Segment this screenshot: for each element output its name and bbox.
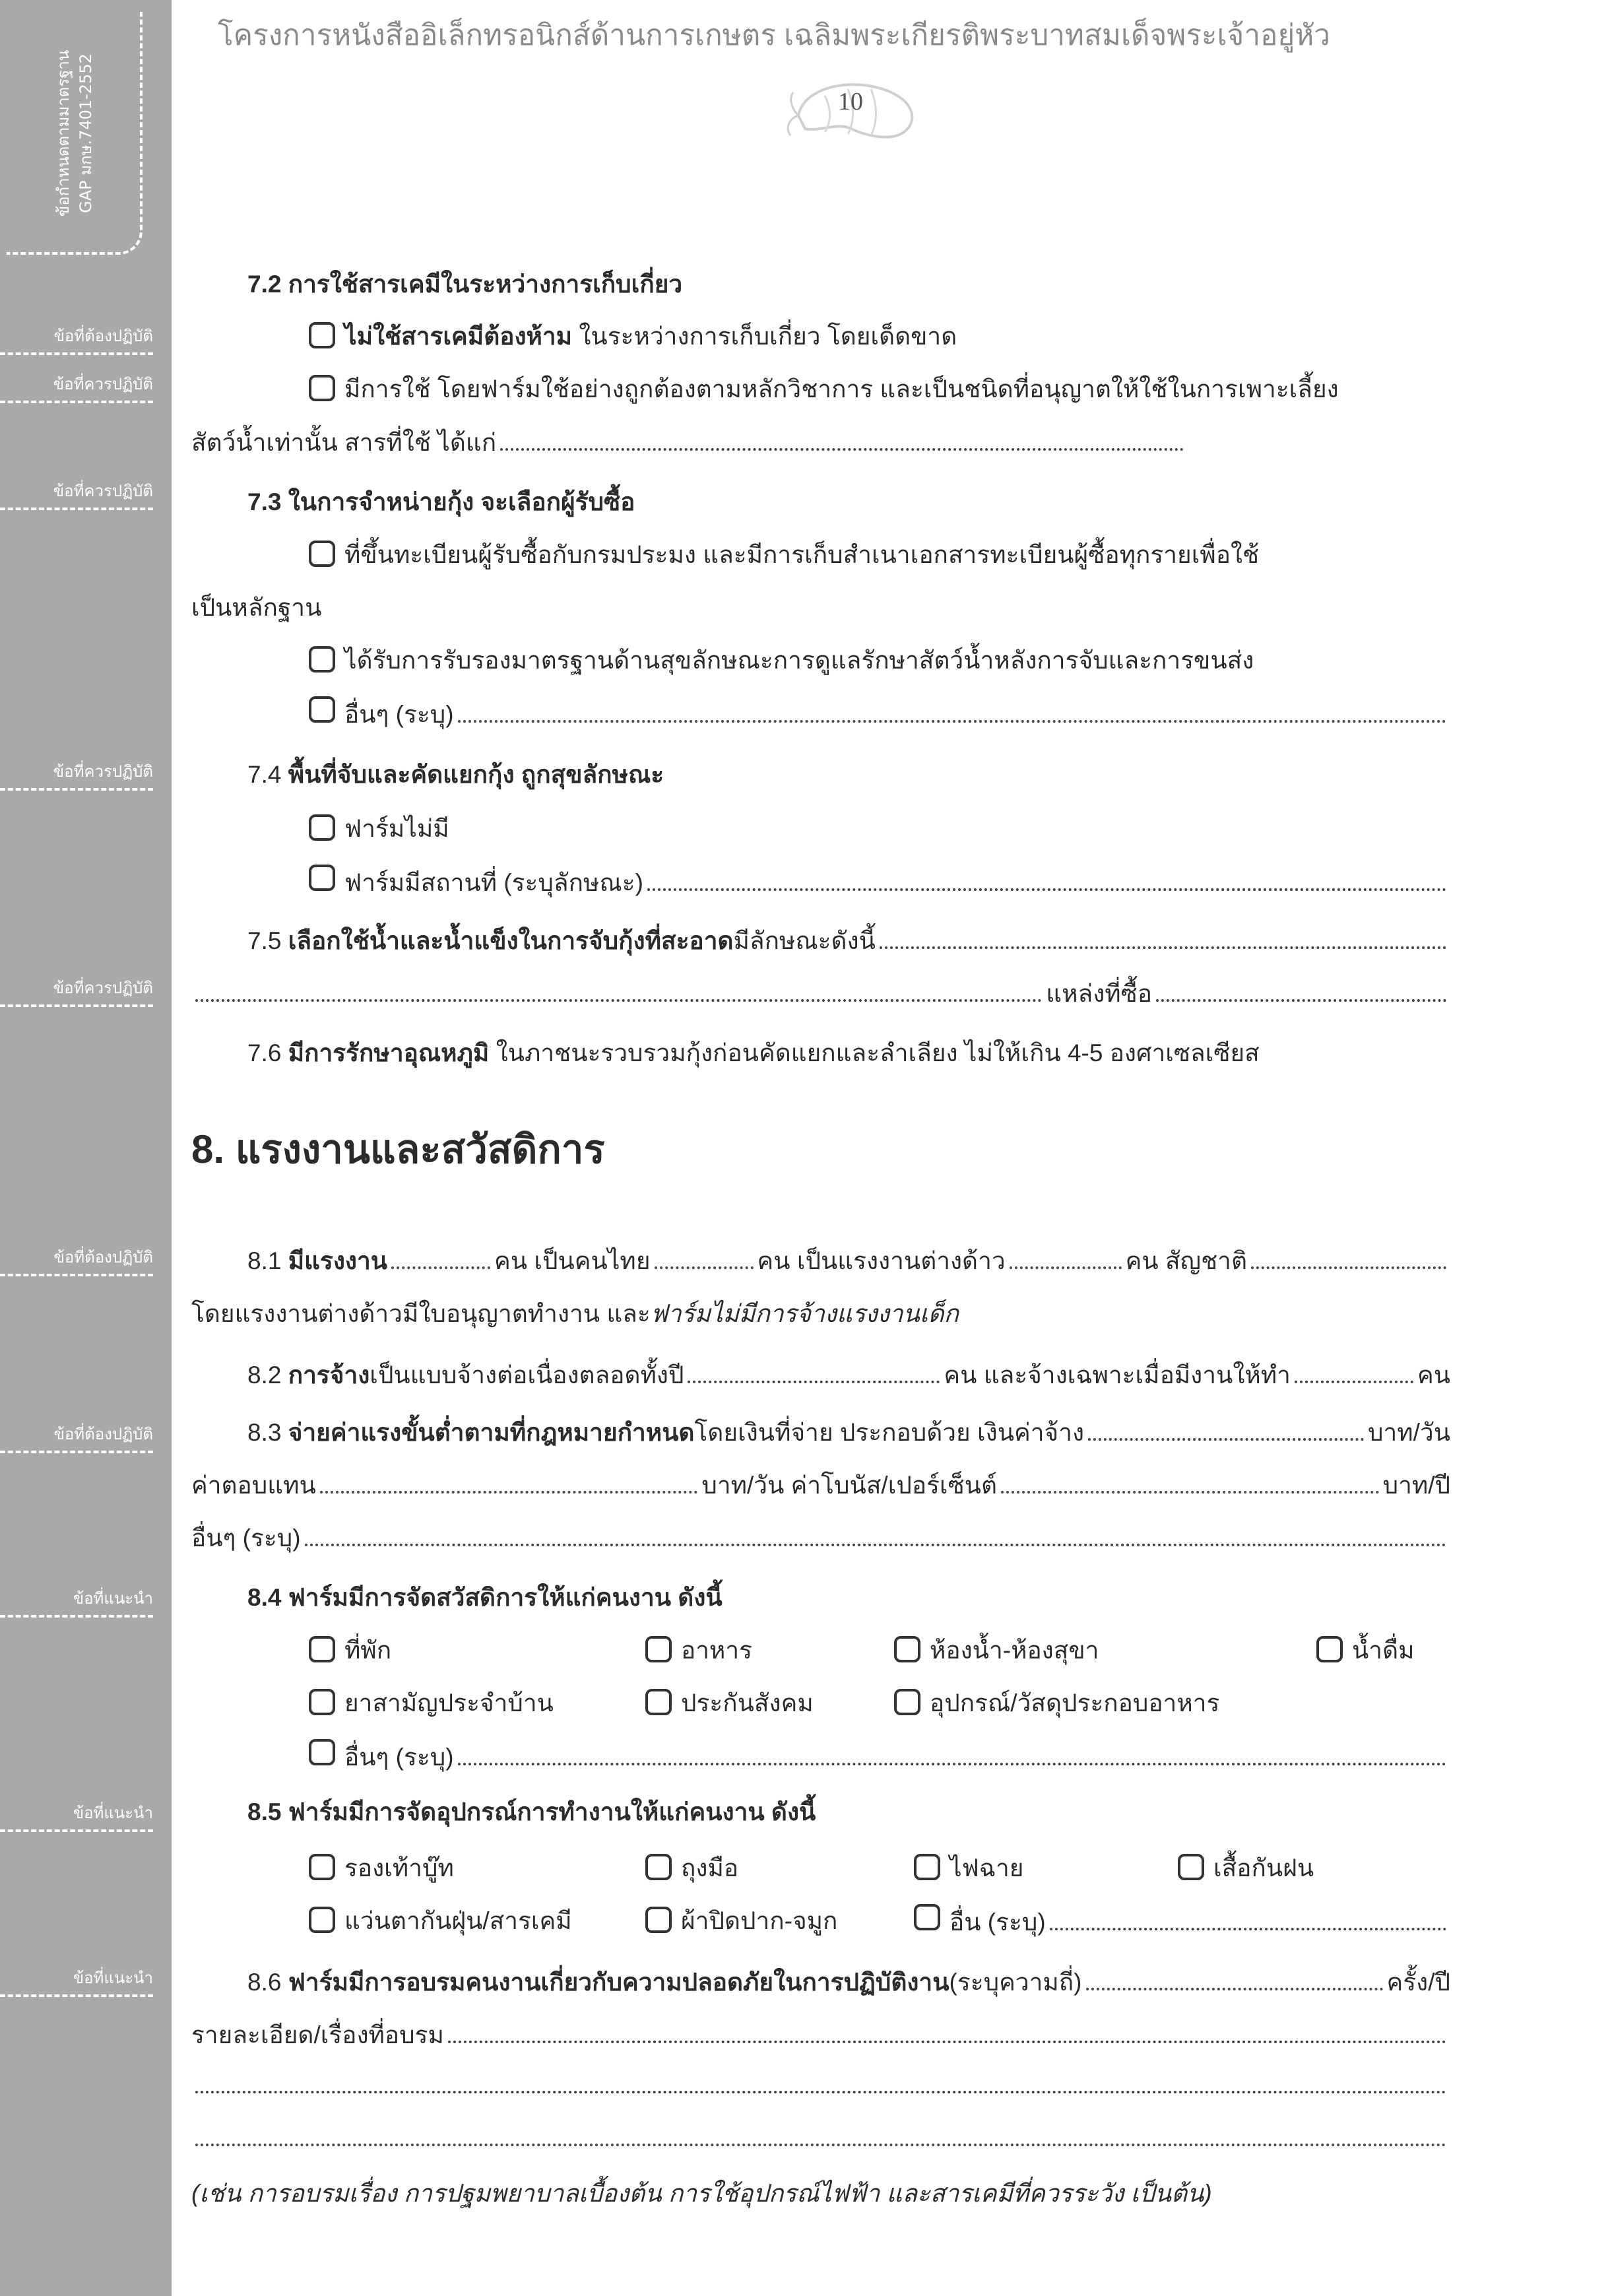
s85-item-1 <box>645 1851 738 1886</box>
header-title: โครงการหนังสืออิเล็กทรอนิกส์ด้านการเกษตร เฉลิมพระเกียรติพระบาทสมเด็จพระเจ้าอยู่หัว <box>218 19 1330 51</box>
fill-line[interactable] <box>458 700 1446 723</box>
section-7-6 <box>247 1036 1260 1070</box>
s72-opt2-cont-text: สัตว์น้ำเท่านั้น สารที่ใช้ ได้แก่ <box>191 429 497 456</box>
s85-item-5 <box>645 1904 837 1938</box>
s72-opt1-bold: ไม่ใช้สารเคมีต้องห้าม <box>344 323 573 350</box>
sidebar <box>0 0 172 2296</box>
fill-line[interactable] <box>320 1471 698 1493</box>
section-8-title: 8. แรงงานและสวัสดิการ <box>191 1127 605 1171</box>
checkbox[interactable] <box>309 1636 335 1662</box>
side-label-85: ข้อที่แนะนำ <box>0 1802 153 1832</box>
section-8-6 <box>247 1965 1450 2000</box>
s86-note: (เช่น การอบรมเรื่อง การปฐมพยาบาลเบื้องต้น การใช้อุปกรณ์ไฟฟ้า และสารเคมีที่ควรระวัง เป็นต้น) <box>191 2180 1212 2207</box>
side-label-81: ข้อที่ต้องปฏิบัติ <box>0 1246 153 1276</box>
section-8-4-title: 8.4 ฟาร์มมีการจัดสวัสดิการให้แก่คนงาน ดังนี้ <box>247 1584 723 1611</box>
side-label-83: ข้อที่ต้องปฏิบัติ <box>0 1423 153 1453</box>
s75-title-rest: มีลักษณะดังนี้ <box>733 927 876 954</box>
s74-opt2-text: ฟาร์มมีสถานที่ (ระบุลักษณะ) <box>344 869 643 896</box>
s84-item-label: ที่พัก <box>344 1637 392 1664</box>
fill-line[interactable] <box>1010 1247 1122 1269</box>
checkbox[interactable] <box>309 375 335 401</box>
s85-item-label: ไฟฉาย <box>950 1854 1024 1882</box>
fill-line[interactable] <box>195 979 1042 1002</box>
s76-title-bold: มีการรักษาอุณหภูมิ <box>288 1039 490 1066</box>
s72-opt2-text: มีการใช้ โดยฟาร์มใช้อย่างถูกต้องตามหลักวิชาการ และเป็นชนิดที่อนุญาตให้ใช้ในการเพาะเลี้ยง <box>344 376 1339 403</box>
s72-opt1-rest: ในระหว่างการเก็บเกี่ยว โดยเด็ดขาด <box>572 323 957 350</box>
section-7-4-title <box>247 758 664 792</box>
s82-t3: คน <box>1417 1361 1450 1389</box>
section-7-2-title: 7.2 การใช้สารเคมีในระหว่างการเก็บเกี่ยว <box>247 271 683 298</box>
s85-item-label: อื่น (ระบุ) <box>950 1909 1046 1936</box>
fill-line[interactable] <box>880 927 1446 949</box>
checkbox[interactable] <box>309 1689 335 1715</box>
fill-line[interactable] <box>500 428 1184 451</box>
side-label-84: ข้อที่แนะนำ <box>0 1587 153 1618</box>
standard-label <box>52 50 97 216</box>
s73-option-2 <box>309 643 1254 678</box>
s85-item-label: รองเท้าบู๊ท <box>344 1854 454 1882</box>
s74-option-2 <box>309 865 1450 900</box>
fill-line[interactable] <box>647 869 1446 891</box>
section-7-5-title <box>247 924 1450 958</box>
s84-item-0 <box>309 1633 391 1668</box>
s86-blank-2 <box>191 2124 1450 2146</box>
s84-item-6 <box>894 1686 1219 1721</box>
s84-item-label: อาหาร <box>681 1637 753 1664</box>
s84-item-5 <box>645 1686 814 1721</box>
s84-item-label: อื่นๆ (ระบุ) <box>344 1744 454 1771</box>
s85-item-2 <box>914 1851 1023 1886</box>
s84-item-label: ห้องน้ำ-ห้องสุขา <box>930 1637 1099 1664</box>
s72-option-2-cont <box>191 426 1188 460</box>
fill-line[interactable] <box>195 2124 1446 2146</box>
fill-line[interactable] <box>1251 1247 1446 1269</box>
s84-item-1 <box>645 1633 752 1668</box>
fill-line[interactable] <box>458 1743 1446 1765</box>
s81-t3: คน สัญชาติ <box>1125 1247 1247 1274</box>
checkbox[interactable] <box>645 1854 672 1880</box>
s74-opt1-text: ฟาร์มไม่มี <box>344 815 449 842</box>
s74-title-rest: ถูกสุขลักษณะ <box>514 761 664 788</box>
s82-t1: เป็นแบบจ้างต่อเนื่องตลอดทั้งปี <box>370 1361 684 1389</box>
s84-item-label: ยาสามัญประจำบ้าน <box>344 1689 554 1717</box>
checkbox[interactable] <box>914 1904 940 1930</box>
side-label-75: ข้อที่ควรปฏิบัติ <box>0 977 153 1007</box>
s86-t1: (ระบุความถี่) <box>949 1969 1082 1996</box>
checkbox[interactable] <box>309 865 335 891</box>
s76-num: 7.6 <box>247 1039 282 1066</box>
checkbox[interactable] <box>645 1907 672 1933</box>
s84-item-4 <box>309 1686 554 1721</box>
checkbox[interactable] <box>894 1636 920 1662</box>
s73-opt2-text: ได้รับการรับรองมาตรฐานด้านสุขลักษณะการดูแลรักษาสัตว์น้ำหลังการจับและการขนส่ง <box>344 647 1254 674</box>
s86-blank-1 <box>191 2071 1450 2093</box>
s73-option-1-cont: เป็นหลักฐาน <box>191 594 322 621</box>
checkbox[interactable] <box>645 1636 672 1662</box>
s74-option-1 <box>309 812 449 846</box>
s75-title-bold: เลือกใช้น้ำและน้ำแข็งในการจับกุ้งที่สะอาด <box>288 927 734 954</box>
s74-num: 7.4 <box>247 761 282 788</box>
fill-line[interactable] <box>1001 1471 1379 1493</box>
s73-option-3 <box>309 696 1450 732</box>
s85-item-4 <box>309 1904 572 1938</box>
s81-t2: คน เป็นแรงงานต่างด้าว <box>757 1247 1006 1274</box>
s83-l2a: ค่าตอบแทน <box>191 1472 316 1499</box>
s86-bold: ฟาร์มมีการอบรมคนงานเกี่ยวกับความปลอดภัยในการปฏิบัติงาน <box>288 1969 950 1996</box>
s73-opt3-text: อื่นๆ (ระบุ) <box>344 701 454 728</box>
fill-line[interactable] <box>305 1524 1446 1546</box>
checkbox[interactable] <box>309 541 335 567</box>
s86-detail-label: รายละเอียด/เรื่องที่อบรม <box>191 2021 444 2049</box>
s75-source-label: แหล่งที่ซื้อ <box>1046 980 1152 1007</box>
s86-num: 8.6 <box>247 1969 282 1996</box>
s81-cont-plain: โดยแรงงานต่างด้าวมีใบอนุญาตทำงาน และ <box>191 1300 651 1327</box>
s83-l2b: บาท/วัน ค่าโบนัส/เปอร์เซ็นต์ <box>701 1472 998 1499</box>
checkbox[interactable] <box>309 1907 335 1933</box>
s83-l2c: บาท/ปี <box>1382 1472 1451 1499</box>
s83-t2: บาท/วัน <box>1367 1419 1450 1446</box>
s85-item-0 <box>309 1851 454 1886</box>
s83-l3: อื่นๆ (ระบุ) <box>191 1525 301 1552</box>
checkbox[interactable] <box>309 322 335 348</box>
section-8-5-title: 8.5 ฟาร์มมีการจัดอุปกรณ์การทำงานให้แก่คนงาน ดังนี้ <box>247 1798 816 1825</box>
s86-t2: ครั้ง/ปี <box>1386 1969 1450 1996</box>
s84-item-2 <box>894 1633 1099 1668</box>
checkbox[interactable] <box>309 646 335 672</box>
s83-bold: จ่ายค่าแรงขั้นต่ำตามที่กฎหมายกำหนด <box>288 1419 695 1446</box>
fill-line[interactable] <box>448 2021 1446 2043</box>
section-7-3-title: 7.3 ในการจำหน่ายกุ้ง จะเลือกผู้รับซื้อ <box>247 488 635 515</box>
fill-line[interactable] <box>1050 1908 1446 1930</box>
s82-t2: คน และจ้างเฉพาะเมื่อมีงานให้ทำ <box>944 1361 1291 1389</box>
section-8-3 <box>247 1416 1450 1450</box>
side-label-74: ข้อที่ควรปฏิบัติ <box>0 760 153 791</box>
standard-line1: ข้อกำหนดตามมาตรฐาน <box>54 49 73 217</box>
s85-item-3 <box>1178 1851 1314 1886</box>
s82-bold: การจ้าง <box>288 1361 370 1389</box>
s72-option-1 <box>309 319 957 354</box>
side-label-72b: ข้อที่ควรปฏิบัติ <box>0 373 153 403</box>
s85-item-label: ถุงมือ <box>681 1854 739 1882</box>
fill-line[interactable] <box>391 1247 490 1269</box>
checkbox[interactable] <box>1178 1854 1204 1880</box>
s82-num: 8.2 <box>247 1361 282 1389</box>
fill-line[interactable] <box>655 1247 754 1269</box>
side-label-86: ข้อที่แนะนำ <box>0 1967 153 1997</box>
s85-item-label: เสื้อกันฝน <box>1213 1854 1314 1882</box>
checkbox[interactable] <box>309 814 335 841</box>
s73-opt1-text: ที่ขึ้นทะเบียนผู้รับซื้อกับกรมประมง และมีการเก็บสำเนาเอกสารทะเบียนผู้ซื้อทุกรายเพื่อใช้ <box>344 541 1260 568</box>
checkbox[interactable] <box>309 1739 335 1765</box>
s84-item-label: ประกันสังคม <box>681 1689 814 1717</box>
s73-option-1 <box>309 538 1259 572</box>
s84-item-label: อุปกรณ์/วัสดุประกอบอาหาร <box>930 1689 1220 1717</box>
s85-item-label: ผ้าปิดปาก-จมูก <box>681 1907 838 1934</box>
s81-cont <box>191 1297 959 1331</box>
fill-line[interactable] <box>1156 979 1446 1002</box>
s84-item-3 <box>1316 1633 1415 1668</box>
s83-line-2 <box>191 1468 1450 1503</box>
s84-item-label: น้ำดื่ม <box>1352 1637 1415 1664</box>
s75-num: 7.5 <box>247 927 282 954</box>
side-label-72a: ข้อที่ต้องปฏิบัติ <box>0 325 153 355</box>
side-label-73: ข้อที่ควรปฏิบัติ <box>0 480 153 510</box>
s81-bold: มีแรงงาน <box>288 1247 388 1274</box>
s83-line-3 <box>191 1521 1450 1556</box>
checkbox[interactable] <box>914 1854 940 1880</box>
s81-t1: คน เป็นคนไทย <box>494 1247 651 1274</box>
s86-detail <box>191 2018 1450 2052</box>
s81-cont-italic: ฟาร์มไม่มีการจ้างแรงงานเด็ก <box>650 1300 959 1327</box>
s83-t1: โดยเงินที่จ่าย ประกอบด้วย เงินค่าจ้าง <box>694 1419 1085 1446</box>
s84-item-7 <box>309 1739 1450 1775</box>
section-8-2 <box>247 1358 1450 1393</box>
fill-line[interactable] <box>195 2071 1446 2093</box>
s72-option-2 <box>309 372 1339 407</box>
s74-title-bold: พื้นที่จับและคัดแยกกุ้ง <box>288 761 515 788</box>
s85-item-label: แว่นตากันฝุ่น/สารเคมี <box>344 1907 572 1934</box>
s75-line-2 <box>191 977 1450 1011</box>
s85-item-6 <box>914 1904 1450 1940</box>
s76-title-rest: ในภาชนะรวบรวมกุ้งก่อนคัดแยกและลำเลียง ไม่ให้เกิน 4-5 องศาเซลเซียส <box>489 1039 1260 1066</box>
fill-line[interactable] <box>1086 1968 1383 1990</box>
checkbox[interactable] <box>1316 1636 1343 1662</box>
section-8-1 <box>247 1244 1450 1278</box>
fill-line[interactable] <box>688 1361 940 1383</box>
checkbox[interactable] <box>309 696 335 723</box>
page-number: 10 <box>838 88 863 115</box>
checkbox[interactable] <box>894 1689 920 1715</box>
standard-box <box>7 12 143 255</box>
checkbox[interactable] <box>309 1854 335 1880</box>
standard-line2: GAP มกษ.7401-2552 <box>77 53 95 213</box>
s83-num: 8.3 <box>247 1419 282 1446</box>
fill-line[interactable] <box>1088 1418 1364 1441</box>
fill-line[interactable] <box>1295 1361 1413 1383</box>
checkbox[interactable] <box>645 1689 672 1715</box>
s81-num: 8.1 <box>247 1247 282 1274</box>
